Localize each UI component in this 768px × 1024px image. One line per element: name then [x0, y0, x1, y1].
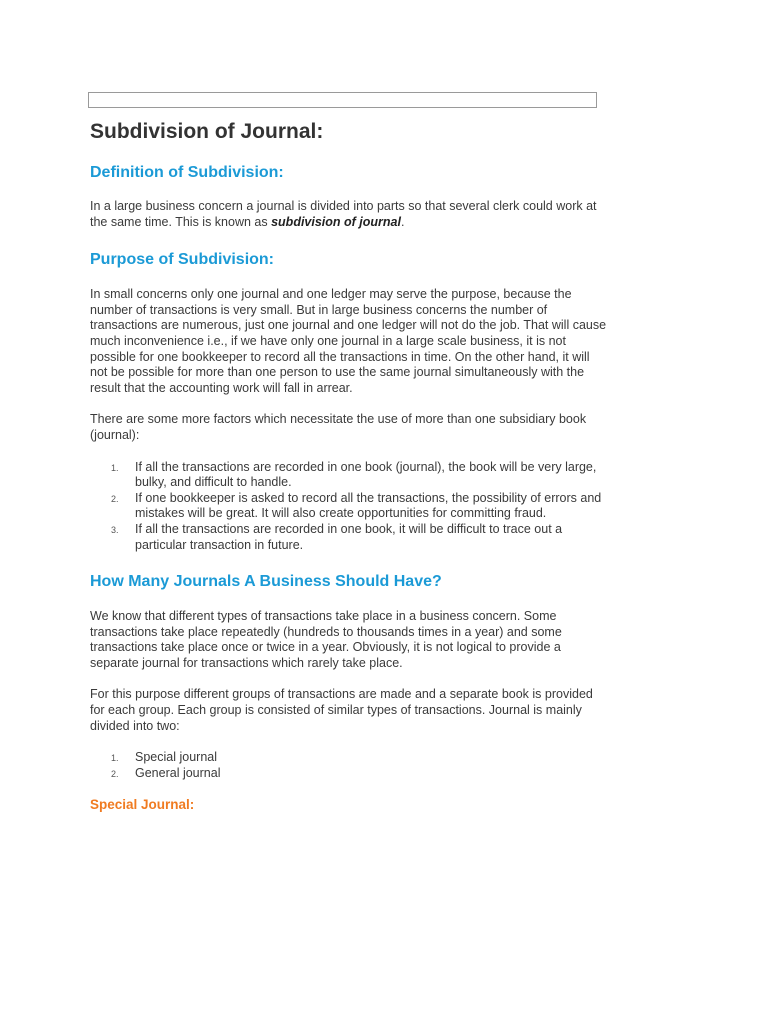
list-item-text: If all the transactions are recorded in one book, it will be difficult to trace out a particular transaction in future. — [135, 521, 563, 552]
definition-paragraph — [90, 199, 610, 230]
purpose-paragraph-2: There are some more factors which necessitate the use of more than one subsidiary book (journal): — [90, 412, 587, 442]
list-item-text: If one bookkeeper is asked to record all the transactions, the possibility of errors and mistakes will be great. It will also create opportunities for committing fraud. — [135, 490, 602, 521]
how-many-paragraph-2: For this purpose different groups of transactions are made and a separate book is provided for each group. Each group is consisted of similar types of transactions. Journal is mainly divided into two: — [90, 687, 593, 733]
list-item-text: If all the transactions are recorded in one book (journal), the book will be very large, bulky, and difficult to handle. — [135, 459, 597, 490]
article-content — [90, 116, 610, 815]
list-item-text: General journal — [135, 765, 221, 780]
list-item — [90, 522, 610, 553]
list-item-number: 1. — [111, 753, 119, 764]
list-item-number: 2. — [111, 493, 119, 504]
definition-text: In a large business concern a journal is divided into parts so that several clerk could work at the same time. This is known as — [90, 199, 597, 229]
how-many-heading: How Many Journals A Business Should Have? — [90, 573, 442, 591]
how-many-paragraph-1: We know that different types of transactions take place in a business concern. Some transactions take place repeatedly (hundreds to thousands times in a year) and some transactions take place once or twice in a year. Obviously, it is not logical to provide a separate journal for transactions which rarely take place. — [90, 609, 562, 670]
top-empty-box — [88, 92, 597, 108]
definition-heading: Definition of Subdivision: — [90, 164, 284, 181]
list-item — [90, 766, 610, 782]
journal-types-list — [90, 750, 610, 781]
definition-text-end: . — [400, 214, 405, 229]
list-item-number: 2. — [111, 768, 119, 779]
purpose-factor-list — [90, 460, 610, 554]
special-journal-heading: Special Journal: — [90, 797, 195, 813]
page-title: Subdivision of Journal: — [90, 120, 324, 143]
list-item — [90, 750, 610, 766]
list-item — [90, 460, 610, 491]
list-item-number: 3. — [111, 524, 119, 535]
purpose-paragraph-1: In small concerns only one journal and one ledger may serve the purpose, because the number of transactions is very small. But in large business concerns the number of transactions are numerous, just one journal and one ledger will not do the job. That will cause much inconvenience i.e., if we have only one journal in a large scale business, it is not possible for one bookkeeper to record all the transactions in time. On the other hand, it will not be possible for more than one person to use the same journal simultaneously with the result that the accounting work will fall in arrear. — [90, 287, 607, 395]
purpose-heading: Purpose of Subdivision: — [90, 251, 275, 269]
list-item — [90, 491, 610, 522]
definition-emphasis: subdivision of journal — [271, 214, 401, 229]
list-item-number: 1. — [111, 462, 119, 473]
list-item-text: Special journal — [135, 750, 217, 765]
